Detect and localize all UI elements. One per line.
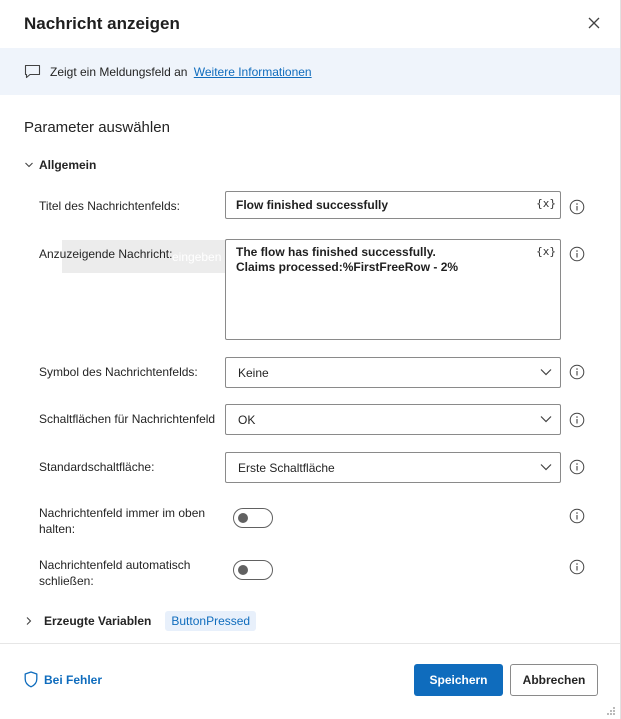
icon-info-icon[interactable] — [569, 364, 585, 380]
chevron-down-icon — [540, 463, 552, 471]
dialog-title: Nachricht anzeigen — [24, 14, 180, 33]
icon-select[interactable] — [225, 357, 561, 388]
always-on-top-label: Nachrichtenfeld immer im oben halten: — [39, 506, 206, 536]
produced-variables-label: Erzeugte Variablen — [44, 614, 152, 628]
cancel-button[interactable]: Abbrechen — [510, 664, 598, 696]
produced-variables-toggle[interactable] — [24, 611, 256, 631]
message-variable-button[interactable]: {x} — [536, 245, 556, 258]
save-button[interactable]: Speichern — [414, 664, 503, 696]
placeholder-overlay-text: eingeben — [172, 250, 222, 264]
buttons-info-icon[interactable] — [569, 412, 585, 428]
chevron-down-icon — [24, 160, 34, 170]
chevron-down-icon — [540, 368, 552, 376]
buttons-field-label: Schaltflächen für Nachrichtenfeld — [39, 412, 216, 426]
default-button-select-value: Erste Schaltfläche — [238, 461, 335, 475]
title-input-value: Flow finished successfully — [236, 198, 389, 212]
always-on-top-info-icon[interactable] — [569, 508, 585, 524]
auto-close-label: Nachrichtenfeld automatisch schließen: — [39, 558, 191, 588]
message-textarea-value: The flow has finished successfully. Claims processed:%FirstFreeRow - 2% — [236, 245, 459, 274]
info-bar — [0, 48, 620, 95]
on-error-label: Bei Fehler — [44, 672, 103, 687]
group-general-toggle[interactable] — [24, 157, 96, 173]
close-icon — [584, 12, 604, 34]
default-button-field-label: Standardschaltfläche: — [39, 460, 155, 474]
footer-divider — [0, 643, 620, 644]
default-button-info-icon[interactable] — [569, 459, 585, 475]
auto-close-info-icon[interactable] — [569, 559, 585, 575]
dialog-header — [0, 0, 620, 48]
close-button[interactable] — [584, 12, 604, 34]
shield-icon — [24, 671, 38, 688]
message-icon — [24, 64, 41, 79]
more-info-link[interactable]: Weitere Informationen — [193, 65, 312, 79]
title-variable-button[interactable]: {x} — [536, 197, 556, 210]
info-text — [50, 65, 312, 79]
info-description: Zeigt ein Meldungsfeld an — [50, 65, 188, 79]
message-field-label: Anzuzeigende Nachricht: — [39, 247, 173, 261]
group-label: Allgemein — [39, 158, 97, 172]
icon-field-label: Symbol des Nachrichtenfelds: — [39, 365, 198, 379]
on-error-link[interactable] — [24, 671, 102, 688]
message-info-icon[interactable] — [569, 246, 585, 262]
title-info-icon[interactable] — [569, 199, 585, 215]
message-textarea[interactable] — [225, 239, 561, 340]
default-button-select[interactable] — [225, 452, 561, 483]
icon-select-value: Keine — [238, 366, 269, 380]
auto-close-toggle[interactable] — [233, 560, 273, 580]
toggle-knob — [238, 513, 248, 523]
always-on-top-toggle[interactable] — [233, 508, 273, 528]
buttons-select-value: OK — [238, 413, 256, 427]
chevron-right-icon — [24, 616, 34, 626]
resize-grip-icon[interactable] — [606, 706, 616, 716]
title-field-label: Titel des Nachrichtenfelds: — [39, 199, 180, 213]
buttons-select[interactable] — [225, 404, 561, 435]
chevron-down-icon — [540, 415, 552, 423]
title-input[interactable] — [225, 191, 561, 219]
section-title: Parameter auswählen — [24, 119, 170, 136]
variable-chip[interactable]: ButtonPressed — [165, 611, 256, 631]
toggle-knob — [238, 565, 248, 575]
